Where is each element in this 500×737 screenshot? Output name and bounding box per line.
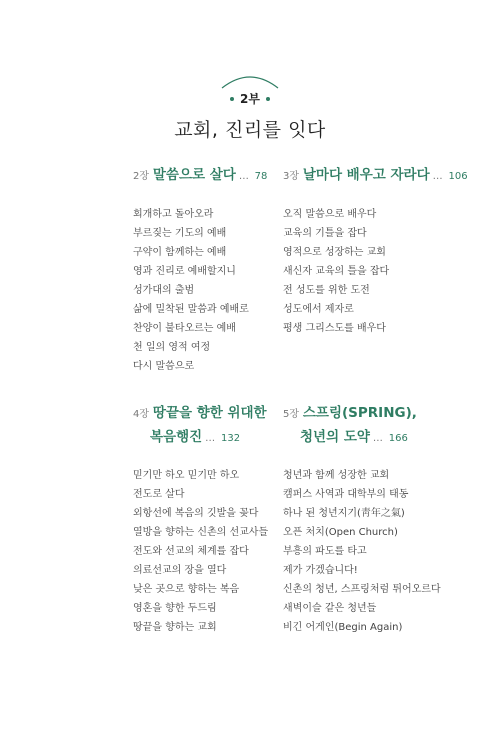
section-item: 영과 진리로 예배할지니: [133, 266, 236, 277]
section-item: 찬양이 불타오르는 예배: [133, 323, 236, 334]
section-list: [133, 466, 268, 637]
chapter-heading: [133, 402, 268, 426]
chapter-2: [133, 164, 267, 376]
section-item: 오픈 처치(Open Church): [283, 527, 398, 538]
chapter-title-line1: 땅끝을 향한 위대한: [152, 405, 267, 421]
section-item: 삶에 밀착된 말씀과 예배로: [133, 304, 249, 315]
page-number: 166: [388, 433, 408, 444]
part-label: [0, 90, 500, 107]
section-item: 믿기만 하오 믿기만 하오: [133, 470, 240, 481]
leader-dots: …: [205, 433, 216, 444]
part-label-text: 2부: [240, 92, 260, 106]
section-item: 부흥의 파도를 타고: [283, 546, 367, 557]
section-item: 회개하고 돌아오라: [133, 209, 214, 220]
part-title: 교회, 진리를 잇다: [174, 119, 326, 141]
section-item: 전도와 선교의 체계를 잡다: [133, 546, 249, 557]
leader-dots: …: [432, 171, 443, 182]
chapter-title-line2: 복음행진: [150, 429, 203, 445]
chapter-number: 3장: [283, 171, 300, 182]
chapter-heading-line2: [133, 426, 268, 450]
section-list: [283, 205, 468, 338]
chapter-title: 날마다 배우고 자라다: [302, 167, 430, 183]
section-item: 청년과 함께 성장한 교회: [283, 470, 390, 481]
chapter-title-line1: 스프링(SPRING),: [302, 405, 417, 421]
section-list: [283, 466, 441, 637]
chapter-heading: [283, 402, 441, 426]
section-item: 캠퍼스 사역과 대학부의 태동: [283, 489, 409, 500]
section-item: 영적으로 성장하는 교회: [283, 247, 386, 258]
section-item: 영혼을 향한 두드림: [133, 603, 217, 614]
dot-right-icon: [266, 97, 270, 101]
section-item: 구약이 함께하는 예배: [133, 247, 227, 258]
leader-dots: …: [238, 171, 249, 182]
section-item: 새신자 교육의 틀을 잡다: [283, 266, 390, 277]
page-number: 106: [448, 171, 468, 182]
chapter-title: 말씀으로 살다: [152, 167, 236, 183]
section-item: 오직 말씀으로 배우다: [283, 209, 377, 220]
chapter-title-line2: 청년의 도약: [300, 429, 370, 445]
section-item: 열방을 향하는 신촌의 선교사들: [133, 527, 269, 538]
dot-left-icon: [230, 97, 234, 101]
section-item: 전 성도를 위한 도전: [283, 285, 370, 296]
chapter-5: [283, 402, 441, 637]
section-item: 땅끝을 향하는 교회: [133, 622, 217, 633]
section-item: 전도로 살다: [133, 489, 185, 500]
chapter-heading: [133, 164, 267, 188]
section-item: 다시 말씀으로: [133, 361, 195, 372]
page-number: 78: [254, 171, 268, 182]
section-item: 천 일의 영적 여정: [133, 342, 211, 353]
page-number: 132: [221, 433, 241, 444]
section-item: 제가 가겠습니다!: [283, 565, 358, 576]
section-list: [133, 205, 267, 376]
section-item: 신촌의 청년, 스프링처럼 튀어오르다: [283, 584, 441, 595]
chapter-number: 5장: [283, 409, 300, 420]
leader-dots: …: [372, 433, 383, 444]
chapter-heading: [283, 164, 468, 188]
section-item: 낮은 곳으로 향하는 복음: [133, 584, 240, 595]
section-item: 외항선에 복음의 깃발을 꽂다: [133, 508, 259, 519]
section-item: 의료선교의 장을 열다: [133, 565, 227, 576]
chapter-heading-line2: [283, 426, 441, 450]
section-item: 부르짖는 기도의 예배: [133, 228, 227, 239]
chapter-3: [283, 164, 468, 338]
section-item: 새벽이슬 같은 청년들: [283, 603, 377, 614]
section-item: 성도에서 제자로: [283, 304, 354, 315]
chapter-number: 2장: [133, 171, 150, 182]
section-item: 성가대의 출범: [133, 285, 195, 296]
chapter-4: [133, 402, 268, 637]
chapter-number: 4장: [133, 409, 150, 420]
section-item: 비긴 어게인(Begin Again): [283, 622, 403, 633]
section-item: 하나 된 청년지기(靑年之氣): [283, 508, 405, 519]
section-item: 교육의 기틀을 잡다: [283, 228, 367, 239]
section-item: 평생 그리스도를 배우다: [283, 323, 386, 334]
